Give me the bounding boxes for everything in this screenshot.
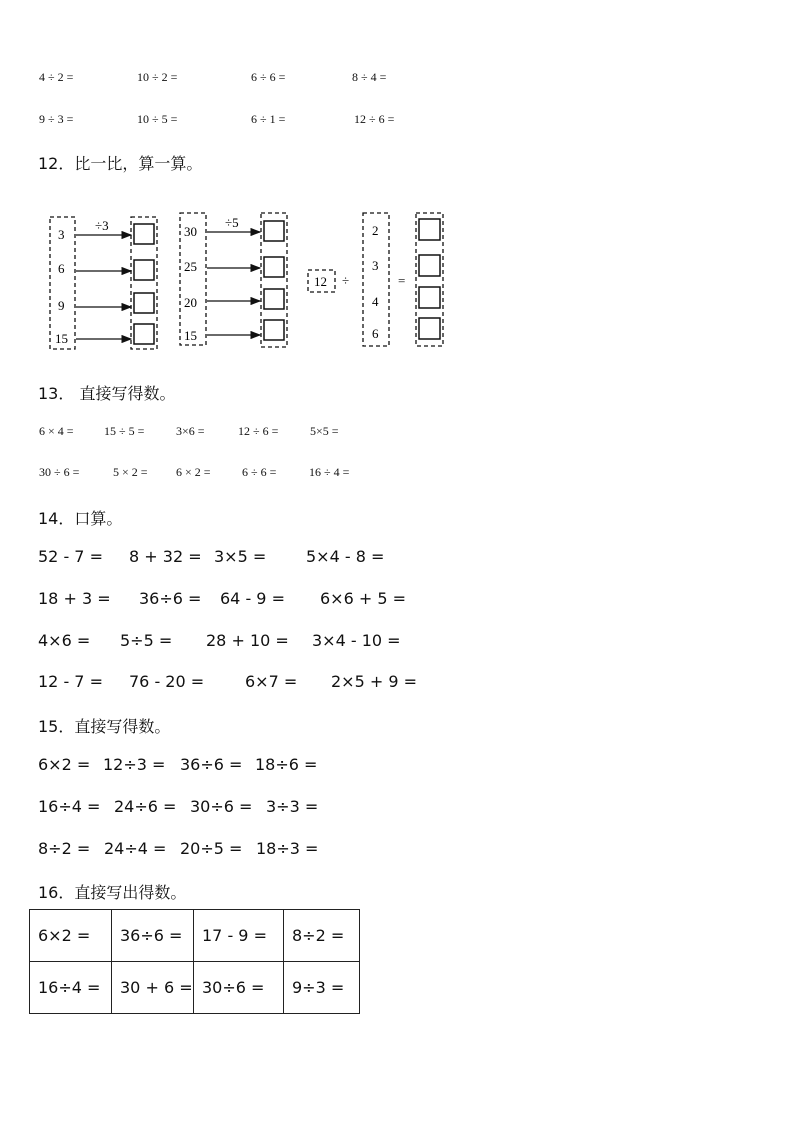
g1-op-label: ÷3 [95, 218, 109, 233]
q14-item: 8 + 32 = [129, 547, 202, 566]
q13-item: 3×6 = [176, 424, 205, 438]
q16-table [29, 909, 360, 1014]
q14-item: 6×6 + 5 = [320, 589, 407, 608]
g1-input: 15 [55, 331, 68, 346]
q15-item: 8÷2 = [38, 839, 91, 858]
g3-divisor: 2 [372, 223, 379, 238]
q14-heading: 14．口算。 [38, 509, 123, 528]
q13-item: 15 ÷ 5 = [104, 424, 145, 438]
g2-input: 20 [184, 295, 197, 310]
q14-item: 76 - 20 = [129, 672, 205, 691]
q15-item: 16÷4 = [38, 797, 101, 816]
q11-item: 9 ÷ 3 = [39, 112, 74, 126]
g2-input: 15 [184, 328, 197, 343]
q11-item: 4 ÷ 2 = [39, 70, 74, 84]
table-cell: 17 - 9 = [194, 910, 284, 962]
table-cell: 30÷6 = [194, 962, 284, 1014]
q13-item: 6 ÷ 6 = [242, 465, 277, 479]
answer-box[interactable] [264, 221, 284, 241]
answer-box[interactable] [134, 324, 154, 344]
q13-item: 5 × 2 = [113, 465, 148, 479]
table-cell: 36÷6 = [112, 910, 194, 962]
q11-item: 10 ÷ 5 = [137, 112, 178, 126]
q14-item: 3×4 - 10 = [312, 631, 401, 650]
g3-equals-sign: = [398, 273, 406, 288]
q14-item: 52 - 7 = [38, 547, 103, 566]
q13-item: 6 × 4 = [39, 424, 74, 438]
g1-output-frame [131, 217, 157, 349]
q15-item: 20÷5 = [180, 839, 243, 858]
q13-item: 16 ÷ 4 = [309, 465, 350, 479]
g3-divide-sign: ÷ [342, 273, 350, 288]
table-cell: 9÷3 = [284, 962, 360, 1014]
q14-item: 4×6 = [38, 631, 91, 650]
answer-box[interactable] [264, 289, 284, 309]
answer-box[interactable] [419, 318, 440, 339]
q14-item: 6×7 = [245, 672, 298, 691]
q11-item: 6 ÷ 1 = [251, 112, 286, 126]
q12-diagram [0, 200, 460, 360]
g2-input: 30 [184, 224, 197, 239]
q15-item: 18÷6 = [255, 755, 318, 774]
g3-divisor: 6 [372, 326, 379, 341]
answer-box[interactable] [419, 219, 440, 240]
q14-item: 12 - 7 = [38, 672, 103, 691]
g3-output-frame [416, 213, 443, 346]
table-row [30, 910, 360, 962]
g1-input: 3 [58, 227, 65, 242]
q14-item: 3×5 = [214, 547, 267, 566]
q11-item: 6 ÷ 6 = [251, 70, 286, 84]
q13-item: 6 × 2 = [176, 465, 211, 479]
table-cell: 16÷4 = [30, 962, 112, 1014]
g3-divisor: 3 [372, 258, 379, 273]
q13-item: 12 ÷ 6 = [238, 424, 279, 438]
table-cell: 6×2 = [30, 910, 112, 962]
q16-heading: 16．直接写出得数。 [38, 883, 187, 902]
answer-box[interactable] [264, 257, 284, 277]
table-row [30, 962, 360, 1014]
answer-box[interactable] [134, 293, 154, 313]
q15-item: 36÷6 = [180, 755, 243, 774]
answer-box[interactable] [419, 255, 440, 276]
q14-item: 28 + 10 = [206, 631, 289, 650]
q14-item: 64 - 9 = [220, 589, 285, 608]
q14-item: 18 + 3 = [38, 589, 111, 608]
g3-divisor: 4 [372, 294, 379, 309]
g1-input: 9 [58, 298, 65, 313]
table-cell: 30 + 6 = [112, 962, 194, 1014]
g1-input: 6 [58, 261, 65, 276]
table-cell: 8÷2 = [284, 910, 360, 962]
q11-item: 10 ÷ 2 = [137, 70, 178, 84]
q14-item: 36÷6 = [139, 589, 202, 608]
q14-item: 5÷5 = [120, 631, 173, 650]
q15-item: 18÷3 = [256, 839, 319, 858]
q11-item: 12 ÷ 6 = [354, 112, 395, 126]
q15-item: 24÷4 = [104, 839, 167, 858]
q15-item: 12÷3 = [103, 755, 166, 774]
q15-item: 6×2 = [38, 755, 91, 774]
answer-box[interactable] [134, 224, 154, 244]
q13-heading: 13． 直接写得数。 [38, 384, 176, 403]
g2-input: 25 [184, 259, 197, 274]
q15-item: 30÷6 = [190, 797, 253, 816]
q15-item: 24÷6 = [114, 797, 177, 816]
q15-item: 3÷3 = [266, 797, 319, 816]
g3-dividend: 12 [314, 274, 327, 289]
q12-heading: 12．比一比，算一算。 [38, 154, 203, 173]
answer-box[interactable] [134, 260, 154, 280]
q15-heading: 15．直接写得数。 [38, 717, 171, 736]
answer-box[interactable] [419, 287, 440, 308]
g2-op-label: ÷5 [225, 215, 239, 230]
q14-item: 2×5 + 9 = [331, 672, 418, 691]
q14-item: 5×4 - 8 = [306, 547, 385, 566]
q13-item: 30 ÷ 6 = [39, 465, 80, 479]
answer-box[interactable] [264, 320, 284, 340]
q13-item: 5×5 = [310, 424, 339, 438]
g2-output-frame [261, 213, 287, 347]
q11-item: 8 ÷ 4 = [352, 70, 387, 84]
